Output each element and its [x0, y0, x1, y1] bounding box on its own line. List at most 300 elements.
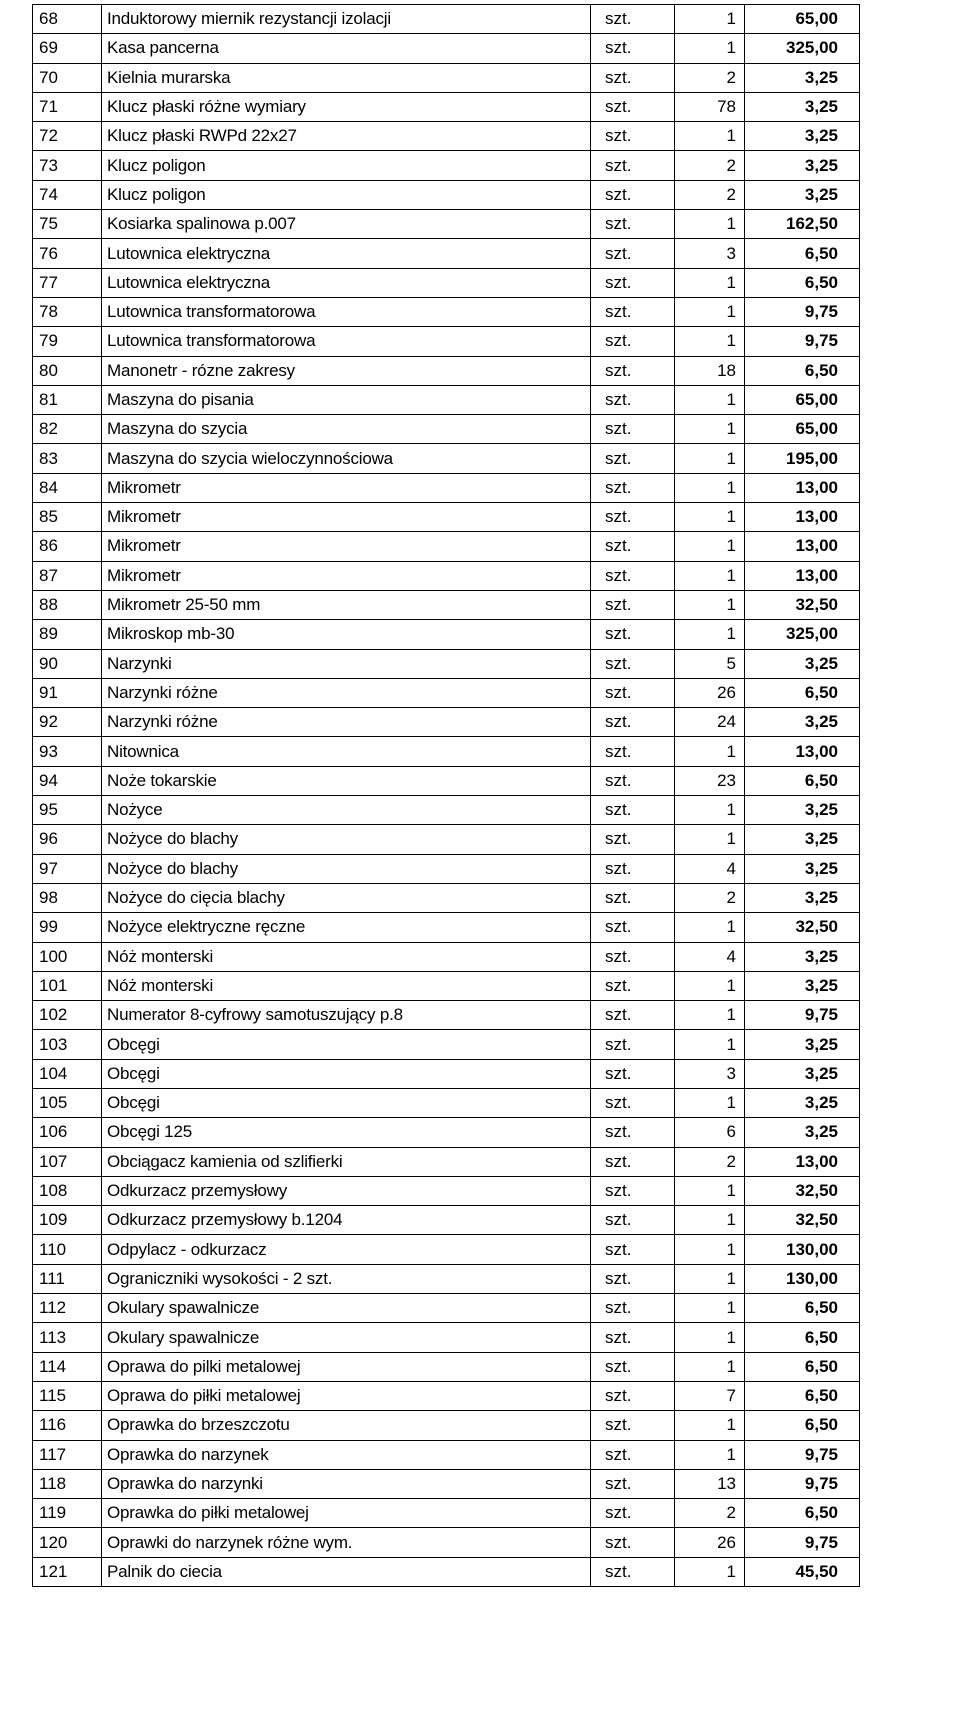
table-row: [33, 1440, 860, 1469]
item-quantity: 1: [675, 796, 745, 825]
item-unit: szt.: [591, 1264, 675, 1293]
item-price: 65,00: [745, 385, 860, 414]
item-name: Lutownica transformatorowa: [102, 327, 591, 356]
item-quantity: 26: [675, 1528, 745, 1557]
item-quantity: 1: [675, 473, 745, 502]
item-price: 13,00: [745, 561, 860, 590]
item-name: Odkurzacz przemysłowy b.1204: [102, 1206, 591, 1235]
row-number: 117: [33, 1440, 102, 1469]
item-price: 9,75: [745, 1469, 860, 1498]
item-price: 6,50: [745, 1411, 860, 1440]
item-unit: szt.: [591, 63, 675, 92]
table-row: [33, 1147, 860, 1176]
item-price: 3,25: [745, 1118, 860, 1147]
table-row: [33, 971, 860, 1000]
item-quantity: 1: [675, 503, 745, 532]
item-price: 6,50: [745, 1323, 860, 1352]
row-number: 90: [33, 649, 102, 678]
item-name: Oprawa do pilki metalowej: [102, 1352, 591, 1381]
item-unit: szt.: [591, 708, 675, 737]
item-price: 3,25: [745, 942, 860, 971]
row-number: 76: [33, 239, 102, 268]
item-name: Klucz poligon: [102, 151, 591, 180]
item-price: 325,00: [745, 620, 860, 649]
item-price: 3,25: [745, 825, 860, 854]
item-name: Nożyce do cięcia blachy: [102, 883, 591, 912]
row-number: 96: [33, 825, 102, 854]
row-number: 108: [33, 1176, 102, 1205]
table-row: [33, 1411, 860, 1440]
table-row: [33, 356, 860, 385]
table-row: [33, 34, 860, 63]
item-quantity: 1: [675, 1176, 745, 1205]
table-row: [33, 1235, 860, 1264]
row-number: 113: [33, 1323, 102, 1352]
item-unit: szt.: [591, 1001, 675, 1030]
table-row: [33, 1088, 860, 1117]
table-row: [33, 473, 860, 502]
item-quantity: 2: [675, 151, 745, 180]
item-unit: szt.: [591, 1440, 675, 1469]
item-unit: szt.: [591, 385, 675, 414]
item-name: Klucz poligon: [102, 180, 591, 209]
item-unit: szt.: [591, 122, 675, 151]
row-number: 94: [33, 766, 102, 795]
item-quantity: 13: [675, 1469, 745, 1498]
row-number: 82: [33, 415, 102, 444]
item-quantity: 2: [675, 180, 745, 209]
item-name: Okulary spawalnicze: [102, 1323, 591, 1352]
item-price: 32,50: [745, 590, 860, 619]
table-row: [33, 942, 860, 971]
table-row: [33, 708, 860, 737]
item-unit: szt.: [591, 151, 675, 180]
item-name: Mikroskop mb-30: [102, 620, 591, 649]
item-price: 3,25: [745, 883, 860, 912]
item-name: Oprawki do narzynek różne wym.: [102, 1528, 591, 1557]
table-row: [33, 239, 860, 268]
item-name: Obciągacz kamienia od szlifierki: [102, 1147, 591, 1176]
table-row: [33, 1206, 860, 1235]
item-unit: szt.: [591, 913, 675, 942]
item-name: Lutownica transformatorowa: [102, 297, 591, 326]
item-price: 32,50: [745, 1176, 860, 1205]
item-name: Numerator 8-cyfrowy samotuszujący p.8: [102, 1001, 591, 1030]
table-row: [33, 327, 860, 356]
table-row: [33, 1176, 860, 1205]
item-price: 6,50: [745, 1352, 860, 1381]
item-price: 3,25: [745, 151, 860, 180]
item-unit: szt.: [591, 444, 675, 473]
item-name: Oprawka do narzynek: [102, 1440, 591, 1469]
table-row: [33, 766, 860, 795]
item-quantity: 1: [675, 122, 745, 151]
item-unit: szt.: [591, 532, 675, 561]
item-quantity: 1: [675, 825, 745, 854]
row-number: 78: [33, 297, 102, 326]
table-row: [33, 1352, 860, 1381]
table-row: [33, 883, 860, 912]
item-quantity: 1: [675, 5, 745, 34]
item-name: Manonetr - rózne zakresy: [102, 356, 591, 385]
item-name: Maszyna do szycia: [102, 415, 591, 444]
item-price: 3,25: [745, 1030, 860, 1059]
item-quantity: 18: [675, 356, 745, 385]
item-quantity: 2: [675, 883, 745, 912]
item-quantity: 7: [675, 1381, 745, 1410]
item-name: Kielnia murarska: [102, 63, 591, 92]
item-quantity: 2: [675, 63, 745, 92]
row-number: 72: [33, 122, 102, 151]
item-name: Obcęgi: [102, 1030, 591, 1059]
item-name: Oprawka do piłki metalowej: [102, 1499, 591, 1528]
item-unit: szt.: [591, 210, 675, 239]
item-price: 6,50: [745, 1294, 860, 1323]
item-name: Mikrometr: [102, 473, 591, 502]
item-price: 9,75: [745, 327, 860, 356]
item-unit: szt.: [591, 766, 675, 795]
table-row: [33, 1469, 860, 1498]
item-name: Klucz płaski różne wymiary: [102, 92, 591, 121]
item-name: Induktorowy miernik rezystancji izolacji: [102, 5, 591, 34]
item-quantity: 1: [675, 1264, 745, 1293]
item-quantity: 1: [675, 1294, 745, 1323]
item-quantity: 6: [675, 1118, 745, 1147]
item-price: 3,25: [745, 971, 860, 1000]
item-quantity: 1: [675, 737, 745, 766]
table-row: [33, 297, 860, 326]
item-unit: szt.: [591, 415, 675, 444]
item-unit: szt.: [591, 854, 675, 883]
row-number: 118: [33, 1469, 102, 1498]
table-row: [33, 1294, 860, 1323]
table-row: [33, 180, 860, 209]
item-quantity: 1: [675, 268, 745, 297]
item-unit: szt.: [591, 649, 675, 678]
item-price: 6,50: [745, 239, 860, 268]
item-unit: szt.: [591, 971, 675, 1000]
item-price: 13,00: [745, 737, 860, 766]
item-unit: szt.: [591, 1030, 675, 1059]
table-row: [33, 620, 860, 649]
table-row: [33, 1557, 860, 1586]
item-quantity: 1: [675, 532, 745, 561]
item-quantity: 26: [675, 678, 745, 707]
row-number: 69: [33, 34, 102, 63]
row-number: 70: [33, 63, 102, 92]
row-number: 71: [33, 92, 102, 121]
row-number: 104: [33, 1059, 102, 1088]
row-number: 100: [33, 942, 102, 971]
table-row: [33, 825, 860, 854]
item-name: Lutownica elektryczna: [102, 239, 591, 268]
item-unit: szt.: [591, 620, 675, 649]
table-row: [33, 854, 860, 883]
row-number: 119: [33, 1499, 102, 1528]
item-price: 6,50: [745, 766, 860, 795]
item-quantity: 1: [675, 415, 745, 444]
item-price: 3,25: [745, 122, 860, 151]
item-quantity: 1: [675, 1557, 745, 1586]
item-unit: szt.: [591, 561, 675, 590]
item-price: 9,75: [745, 1528, 860, 1557]
row-number: 103: [33, 1030, 102, 1059]
item-price: 3,25: [745, 92, 860, 121]
row-number: 101: [33, 971, 102, 1000]
table-row: [33, 1499, 860, 1528]
item-quantity: 23: [675, 766, 745, 795]
item-quantity: 5: [675, 649, 745, 678]
item-price: 13,00: [745, 1147, 860, 1176]
table-row: [33, 1381, 860, 1410]
item-name: Nożyce elektryczne ręczne: [102, 913, 591, 942]
row-number: 73: [33, 151, 102, 180]
item-name: Nóż monterski: [102, 971, 591, 1000]
table-row: [33, 678, 860, 707]
item-quantity: 1: [675, 297, 745, 326]
item-name: Okulary spawalnicze: [102, 1294, 591, 1323]
item-price: 9,75: [745, 297, 860, 326]
table-row: [33, 63, 860, 92]
item-quantity: 3: [675, 1059, 745, 1088]
item-price: 130,00: [745, 1264, 860, 1293]
item-unit: szt.: [591, 678, 675, 707]
row-number: 75: [33, 210, 102, 239]
row-number: 89: [33, 620, 102, 649]
item-price: 9,75: [745, 1001, 860, 1030]
row-number: 85: [33, 503, 102, 532]
item-price: 65,00: [745, 415, 860, 444]
item-quantity: 1: [675, 561, 745, 590]
item-price: 6,50: [745, 1381, 860, 1410]
table-row: [33, 268, 860, 297]
table-row: [33, 649, 860, 678]
item-unit: szt.: [591, 942, 675, 971]
row-number: 81: [33, 385, 102, 414]
table-row: [33, 796, 860, 825]
item-name: Maszyna do pisania: [102, 385, 591, 414]
item-quantity: 3: [675, 239, 745, 268]
item-quantity: 1: [675, 1440, 745, 1469]
row-number: 116: [33, 1411, 102, 1440]
table-row: [33, 737, 860, 766]
item-quantity: 1: [675, 444, 745, 473]
item-quantity: 24: [675, 708, 745, 737]
item-unit: szt.: [591, 1118, 675, 1147]
row-number: 91: [33, 678, 102, 707]
row-number: 80: [33, 356, 102, 385]
item-unit: szt.: [591, 1411, 675, 1440]
table-row: [33, 151, 860, 180]
item-quantity: 1: [675, 1323, 745, 1352]
item-quantity: 1: [675, 385, 745, 414]
row-number: 79: [33, 327, 102, 356]
table-row: [33, 1001, 860, 1030]
item-unit: szt.: [591, 1059, 675, 1088]
item-unit: szt.: [591, 327, 675, 356]
row-number: 121: [33, 1557, 102, 1586]
table-row: [33, 561, 860, 590]
item-unit: szt.: [591, 590, 675, 619]
table-row: [33, 385, 860, 414]
table-row: [33, 913, 860, 942]
table-row: [33, 444, 860, 473]
table-row: [33, 1030, 860, 1059]
item-quantity: 1: [675, 34, 745, 63]
item-unit: szt.: [591, 1088, 675, 1117]
item-quantity: 1: [675, 1206, 745, 1235]
table-row: [33, 1323, 860, 1352]
item-quantity: 1: [675, 620, 745, 649]
table-row: [33, 1528, 860, 1557]
item-unit: szt.: [591, 1469, 675, 1498]
row-number: 115: [33, 1381, 102, 1410]
item-unit: szt.: [591, 796, 675, 825]
item-price: 6,50: [745, 678, 860, 707]
table-row: [33, 590, 860, 619]
row-number: 112: [33, 1294, 102, 1323]
item-name: Oprawka do brzeszczotu: [102, 1411, 591, 1440]
item-unit: szt.: [591, 1147, 675, 1176]
item-unit: szt.: [591, 92, 675, 121]
item-price: 13,00: [745, 473, 860, 502]
item-price: 6,50: [745, 268, 860, 297]
item-name: Klucz płaski RWPd 22x27: [102, 122, 591, 151]
item-name: Odkurzacz przemysłowy: [102, 1176, 591, 1205]
table-row: [33, 415, 860, 444]
item-name: Kasa pancerna: [102, 34, 591, 63]
item-quantity: 1: [675, 590, 745, 619]
table-row: [33, 1264, 860, 1293]
row-number: 98: [33, 883, 102, 912]
item-quantity: 2: [675, 1499, 745, 1528]
item-price: 195,00: [745, 444, 860, 473]
table-row: [33, 1059, 860, 1088]
item-price: 3,25: [745, 708, 860, 737]
item-quantity: 1: [675, 1088, 745, 1117]
row-number: 106: [33, 1118, 102, 1147]
item-unit: szt.: [591, 473, 675, 502]
item-quantity: 4: [675, 854, 745, 883]
item-name: Narzynki różne: [102, 708, 591, 737]
row-number: 87: [33, 561, 102, 590]
item-name: Odpylacz - odkurzacz: [102, 1235, 591, 1264]
row-number: 68: [33, 5, 102, 34]
row-number: 88: [33, 590, 102, 619]
item-name: Obcęgi: [102, 1088, 591, 1117]
item-name: Palnik do ciecia: [102, 1557, 591, 1586]
item-price: 3,25: [745, 1059, 860, 1088]
item-name: Oprawka do narzynki: [102, 1469, 591, 1498]
item-unit: szt.: [591, 1294, 675, 1323]
item-unit: szt.: [591, 883, 675, 912]
item-quantity: 1: [675, 210, 745, 239]
item-name: Narzynki: [102, 649, 591, 678]
item-unit: szt.: [591, 239, 675, 268]
item-name: Mikrometr: [102, 561, 591, 590]
item-unit: szt.: [591, 1323, 675, 1352]
item-name: Obcęgi 125: [102, 1118, 591, 1147]
table-row: [33, 1118, 860, 1147]
row-number: 120: [33, 1528, 102, 1557]
item-unit: szt.: [591, 268, 675, 297]
item-price: 130,00: [745, 1235, 860, 1264]
row-number: 93: [33, 737, 102, 766]
row-number: 86: [33, 532, 102, 561]
row-number: 105: [33, 1088, 102, 1117]
item-unit: szt.: [591, 180, 675, 209]
item-name: Mikrometr: [102, 503, 591, 532]
item-quantity: 78: [675, 92, 745, 121]
item-unit: szt.: [591, 1381, 675, 1410]
row-number: 99: [33, 913, 102, 942]
item-name: Nitownica: [102, 737, 591, 766]
item-quantity: 1: [675, 1030, 745, 1059]
item-price: 3,25: [745, 796, 860, 825]
item-quantity: 1: [675, 913, 745, 942]
item-unit: szt.: [591, 1557, 675, 1586]
item-unit: szt.: [591, 1499, 675, 1528]
item-price: 32,50: [745, 913, 860, 942]
item-name: Nożyce do blachy: [102, 854, 591, 883]
row-number: 74: [33, 180, 102, 209]
item-name: Narzynki różne: [102, 678, 591, 707]
row-number: 114: [33, 1352, 102, 1381]
item-unit: szt.: [591, 1176, 675, 1205]
item-unit: szt.: [591, 1235, 675, 1264]
item-name: Oprawa do piłki metalowej: [102, 1381, 591, 1410]
item-name: Nóż monterski: [102, 942, 591, 971]
item-unit: szt.: [591, 297, 675, 326]
item-price: 6,50: [745, 1499, 860, 1528]
item-price: 162,50: [745, 210, 860, 239]
item-price: 3,25: [745, 1088, 860, 1117]
inventory-table: [32, 4, 860, 1587]
table-row: [33, 122, 860, 151]
item-name: Ograniczniki wysokości - 2 szt.: [102, 1264, 591, 1293]
item-unit: szt.: [591, 1206, 675, 1235]
item-quantity: 1: [675, 1411, 745, 1440]
item-unit: szt.: [591, 503, 675, 532]
item-price: 13,00: [745, 532, 860, 561]
item-unit: szt.: [591, 1352, 675, 1381]
item-price: 32,50: [745, 1206, 860, 1235]
row-number: 95: [33, 796, 102, 825]
table-row: [33, 210, 860, 239]
item-name: Lutownica elektryczna: [102, 268, 591, 297]
row-number: 97: [33, 854, 102, 883]
item-price: 3,25: [745, 649, 860, 678]
item-name: Nożyce: [102, 796, 591, 825]
table-row: [33, 5, 860, 34]
item-quantity: 1: [675, 1001, 745, 1030]
row-number: 77: [33, 268, 102, 297]
row-number: 111: [33, 1264, 102, 1293]
item-price: 9,75: [745, 1440, 860, 1469]
item-name: Noże tokarskie: [102, 766, 591, 795]
item-name: Maszyna do szycia wieloczynnościowa: [102, 444, 591, 473]
row-number: 83: [33, 444, 102, 473]
item-price: 3,25: [745, 854, 860, 883]
row-number: 92: [33, 708, 102, 737]
item-unit: szt.: [591, 356, 675, 385]
item-price: 65,00: [745, 5, 860, 34]
row-number: 102: [33, 1001, 102, 1030]
item-quantity: 1: [675, 1235, 745, 1264]
row-number: 109: [33, 1206, 102, 1235]
item-unit: szt.: [591, 34, 675, 63]
item-quantity: 1: [675, 971, 745, 1000]
